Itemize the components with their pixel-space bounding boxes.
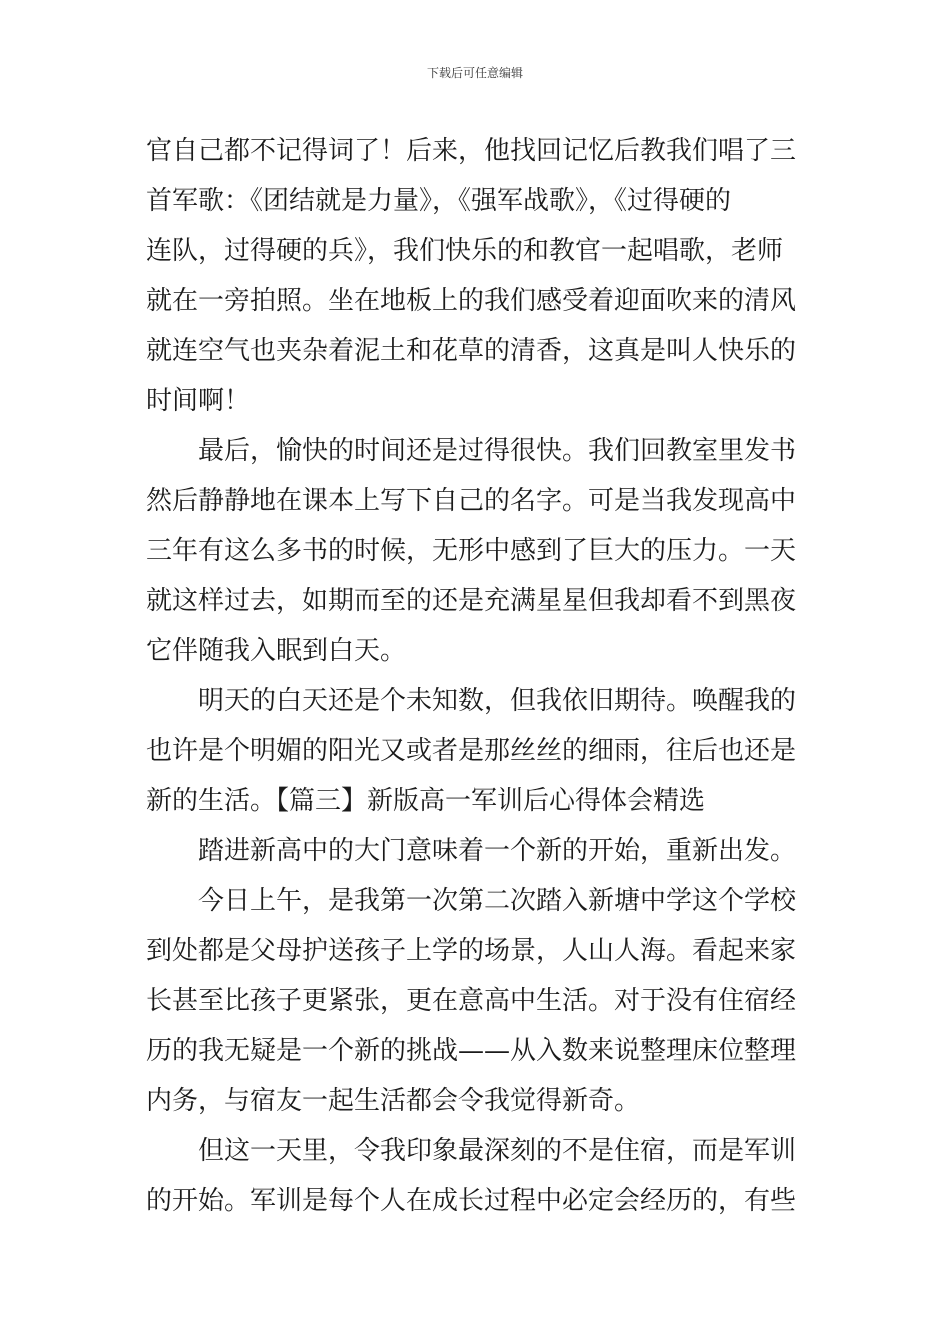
text-line: 它伴随我入眠到白天。 [146,636,407,666]
text-line: 三年有这么多书的时候，无形中感到了巨大的压力。一天 [146,536,797,566]
text-line: 然后静静地在课本上写下自己的名字。可是当我发现高中 [146,486,797,516]
text-line: 官自己都不记得词了！后来，他找回记忆后教我们唱了三 [146,136,797,166]
text-line: 历的我无疑是一个新的挑战——从入数来说整理床位整理 [146,1036,797,1066]
text-line: 到处都是父母护送孩子上学的场景，人山人海。看起来家 [146,936,797,966]
text-line: 内务，与宿友一起生活都会令我觉得新奇。 [146,1086,641,1116]
text-line: 但这一天里，令我印象最深刻的不是住宿，而是军训 [198,1136,797,1166]
text-line: 的开始。军训是每个人在成长过程中必定会经历的，有些 [146,1186,797,1216]
document-body [146,126,808,1226]
text-line: 就在一旁拍照。坐在地板上的我们感受着迎面吹来的清风 [146,286,797,316]
text-line: 踏进新高中的大门意味着一个新的开始，重新出发。 [198,836,797,866]
text-line: 长甚至比孩子更紧张，更在意高中生活。对于没有住宿经 [146,986,797,1016]
text-line: 连队，过得硬的兵》，我们快乐的和教官一起唱歌，老师 [146,236,784,266]
text-line: 今日上午，是我第一次第二次踏入新塘中学这个学校 [198,886,797,916]
text-line: 首军歌：《团结就是力量》，《强军战歌》，《过得硬的 [146,186,732,216]
text-line: 就连空气也夹杂着泥土和花草的清香，这真是叫人快乐的 [146,336,797,366]
text-line: 明天的白天还是个未知数，但我依旧期待。唤醒我的 [198,686,797,716]
text-line: 最后，愉快的时间还是过得很快。我们回教室里发书 [198,436,797,466]
page-header: 下载后可任意编辑 [426,66,523,80]
text-line: 就这样过去，如期而至的还是充满星星但我却看不到黑夜 [146,586,797,616]
text-line: 时间啊！ [146,386,251,416]
text-line: 也许是个明媚的阳光又或者是那丝丝的细雨，往后也还是 [146,736,797,766]
text-line: 新的生活。【篇三】新版高一军训后心得体会精选 [146,786,706,816]
